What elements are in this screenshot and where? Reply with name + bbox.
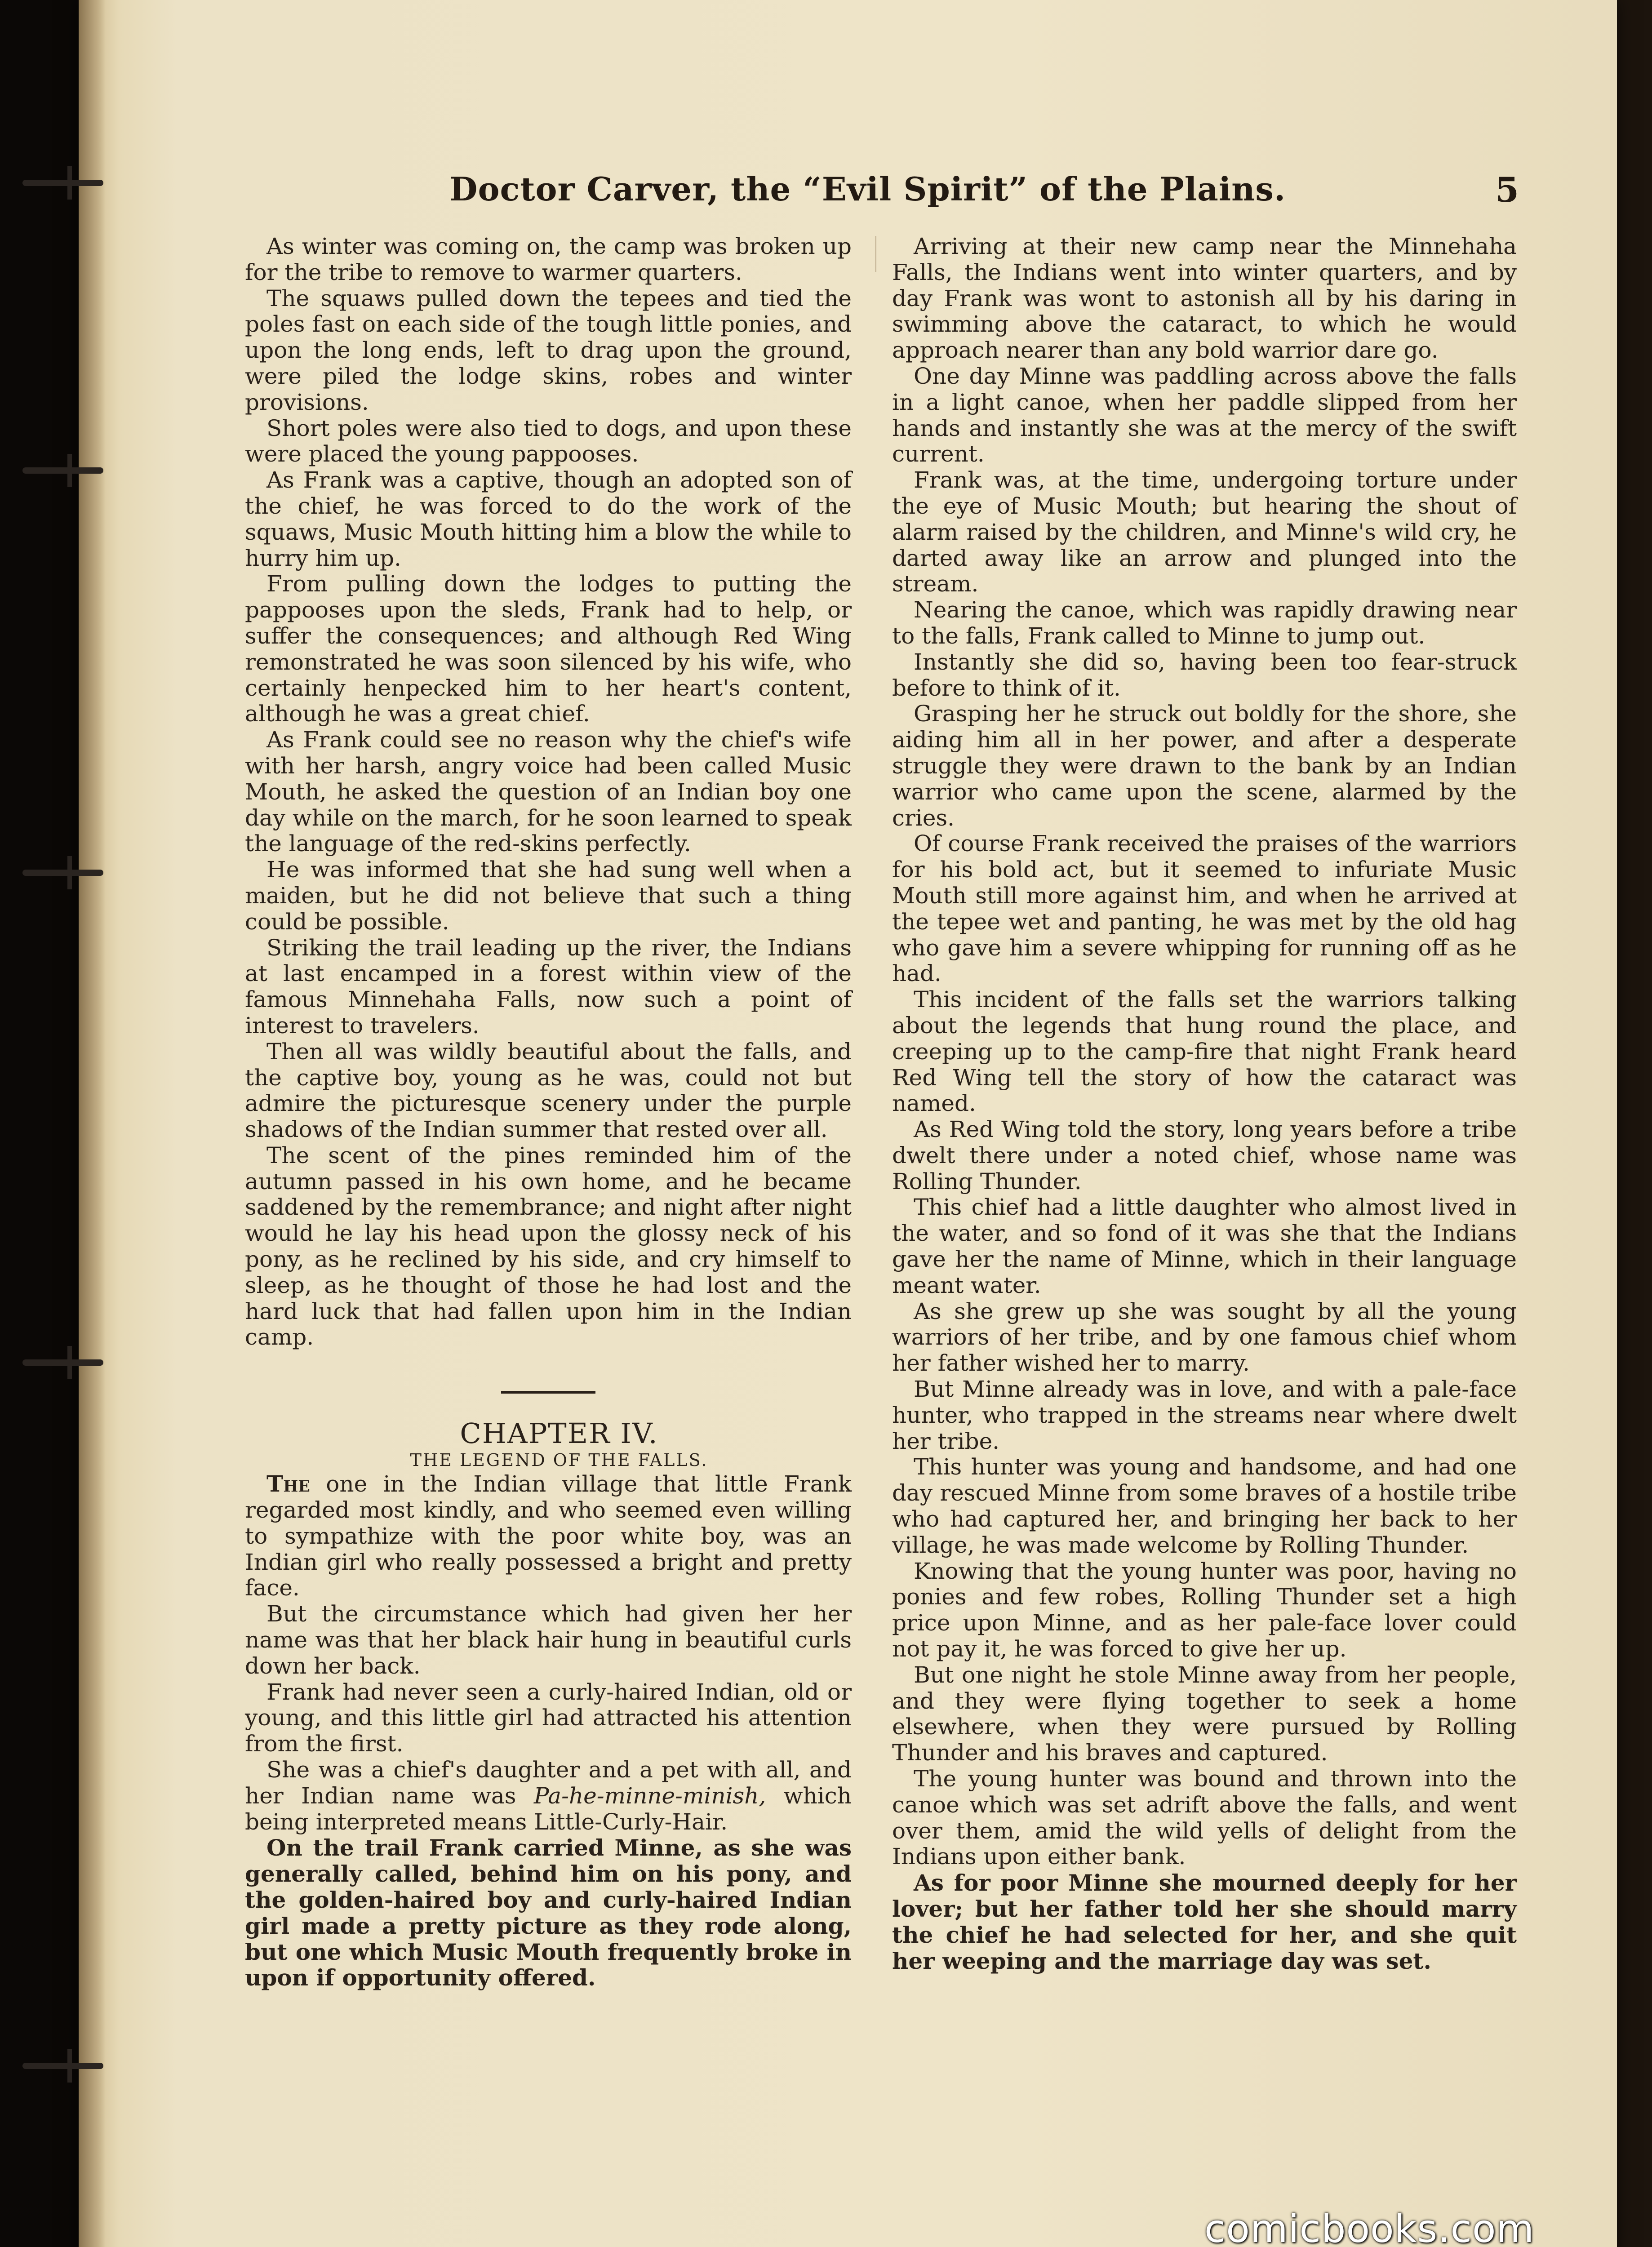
paragraph: Frank was, at the time, undergoing torture under the eye of Music Mouth; but hearing the shout of alarm raised by the children, and Minne's wild cry, he darted away like an arrow and plunged into the stream. bbox=[892, 467, 1517, 597]
binding-stitch bbox=[22, 467, 103, 474]
paragraph: This hunter was young and handsome, and had one day rescued Minne from some braves of a hostile tribe who had captured her, and bringing her back to her village, he was made welcome by Rolling Thunder. bbox=[892, 1454, 1517, 1558]
running-title: Doctor Carver, the “Evil Spirit” of the Plains. bbox=[449, 170, 1286, 208]
right-column bbox=[892, 234, 1517, 1974]
left-column bbox=[245, 234, 852, 1991]
paragraph: On the trail Frank carried Minne, as she was generally called, behind him on his pony, and the golden-haired boy and curly-haired Indian girl made a pretty picture as they rode along, but one which Music Mouth frequently broke in upon if opportunity offered. bbox=[245, 1834, 852, 1991]
scan-background bbox=[0, 0, 79, 2247]
paragraph: But one night he stole Minne away from her people, and they were flying together to seek a home elsewhere, when they were pursued by Rolling Thunder and his braves and captured. bbox=[892, 1661, 1517, 1766]
paragraph: As Frank was a captive, though an adopted son of the chief, he was forced to do the work of the squaws, Music Mouth hitting him a blow the while to hurry him up. bbox=[245, 467, 852, 571]
page-binding bbox=[79, 0, 106, 2247]
paragraph: The scent of the pines reminded him of the autumn passed in his own home, and he became saddened by the remembrance; and night after night would he lay his head upon the glossy neck of his pony, as he reclined by his side, and cry himself to sleep, as he thought of those he had lost and the hard luck that had fallen upon him in the Indian camp. bbox=[245, 1142, 852, 1350]
column-rule bbox=[875, 236, 876, 272]
chapter-subheading: THE LEGEND OF THE FALLS. bbox=[410, 1450, 708, 1470]
paragraph: Nearing the canoe, which was rapidly drawing near to the falls, Frank called to Minne to jump out. bbox=[892, 597, 1517, 649]
paragraph: As winter was coming on, the camp was broken up for the tribe to remove to warmer quarters. bbox=[245, 233, 852, 285]
paragraph: Knowing that the young hunter was poor, having no ponies and few robes, Rolling Thunder set a high price upon Minne, and as her pale-face lover could not pay it, he was forced to give her up. bbox=[892, 1558, 1517, 1662]
binding-stitch bbox=[22, 870, 103, 876]
paragraph: Arriving at their new camp near the Minnehaha Falls, the Indians went into winter quarters, and by day Frank was wont to astonish all by his daring in swimming above the cataract, to which he would approach nearer than any bold warrior dare go. bbox=[892, 233, 1517, 364]
binding-stitch bbox=[22, 180, 103, 186]
paragraph: As Red Wing told the story, long years before a tribe dwelt there under a noted chief, whose name was Rolling Thunder. bbox=[892, 1116, 1517, 1195]
paragraph: Short poles were also tied to dogs, and upon these were placed the young pappooses. bbox=[245, 415, 852, 467]
paragraph: Of course Frank received the praises of the warriors for his bold act, but it seemed to infuriate Music Mouth still more against him, and when he arrived at the tepee wet and panting, he was met by the old hag who gave him a severe whipping for running off as he had. bbox=[892, 830, 1517, 987]
paragraph: Striking the trail leading up the river, the Indians at last encamped in a forest within view of the famous Minnehaha Falls, now such a point of interest to travelers. bbox=[245, 934, 852, 1039]
site-watermark: comicbooks.com bbox=[1204, 2207, 1535, 2247]
paragraph: The squaws pulled down the tepees and tied the poles fast on each side of the tough little ponies, and upon the long ends, left to drag upon the ground, were piled the lodge skins, robes and winter provisions. bbox=[245, 285, 852, 415]
paragraph: But Minne already was in love, and with a pale-face hunter, who trapped in the streams near where dwelt her tribe. bbox=[892, 1376, 1517, 1454]
paragraph-text: She was a chief's daughter and a pet with all, and her Indian name was bbox=[245, 1757, 852, 1809]
paragraph: Then all was wildly beautiful about the falls, and the captive boy, young as he was, could not but admire the picturesque scenery under the purple shadows of the Indian summer that rested over all. bbox=[245, 1038, 852, 1143]
paragraph: As for poor Minne she mourned deeply for her lover; but her father told her she should marry the chief he had selected for her, and she quit her weeping and the marriage day was set. bbox=[892, 1870, 1517, 1974]
paragraph: But the circumstance which had given her her name was that her black hair hung in beautiful curls down her back. bbox=[245, 1601, 852, 1679]
paragraph: He was informed that she had sung well when a maiden, but he did not believe that such a thing could be possible. bbox=[245, 857, 852, 935]
paragraph: As Frank could see no reason why the chief's wife with her harsh, angry voice had been called Music Mouth, he asked the question of an Indian boy one day while on the march, for he soon learned to speak the language of the red-skins perfectly. bbox=[245, 727, 852, 857]
paragraph: From pulling down the lodges to putting the pappooses upon the sleds, Frank had to help, or suffer the consequences; and although Red Wing remonstrated he was soon silenced by his wife, who certainly henpecked him to her heart's content, although he was a great chief. bbox=[245, 571, 852, 727]
paragraph: This incident of the falls set the warriors talking about the legends that hung round the place, and creeping up to the camp-fire that night Frank heard Red Wing tell the story of how the cataract was named. bbox=[892, 986, 1517, 1117]
paragraph: Frank had never seen a curly-haired Indian, old or young, and this little girl had attracted his attention from the first. bbox=[245, 1679, 852, 1757]
binding-stitch bbox=[22, 2063, 103, 2069]
chapter-first-word: The bbox=[266, 1470, 310, 1497]
paragraph bbox=[245, 1757, 852, 1835]
paragraph: One day Minne was paddling across above the falls in a light canoe, when her paddle slipped from her hands and instantly she was at the mercy of the swift current. bbox=[892, 363, 1517, 467]
indian-name: Pa-he-minne-minish, bbox=[533, 1782, 766, 1809]
paragraph: This chief had a little daughter who almost lived in the water, and so fond of it was she that the Indians gave her the name of Minne, which in their language meant water. bbox=[892, 1194, 1517, 1298]
paragraph bbox=[245, 1471, 852, 1601]
page-number: 5 bbox=[1495, 170, 1519, 210]
paragraph: The young hunter was bound and thrown into the canoe which was set adrift above the falls, and went over them, amid the wild yells of delight from the Indians upon either bank. bbox=[892, 1766, 1517, 1870]
running-header bbox=[449, 170, 1519, 219]
paragraph-text: which being interpreted means Little-Curly-Hair. bbox=[245, 1782, 852, 1835]
paragraph: Grasping her he struck out boldly for the shore, she aiding him all in her power, and after a desperate struggle they were drawn to the bank by an Indian warrior who came upon the scene, alarmed by the cries. bbox=[892, 701, 1517, 831]
binding-stitch bbox=[22, 1359, 103, 1366]
chapter-divider bbox=[501, 1391, 595, 1394]
paragraph-text: one in the Indian village that little Frank regarded most kindly, and who seemed even willing to sympathize with the poor white boy, was an Indian girl who really possessed a bright and pretty face. bbox=[245, 1471, 852, 1601]
chapter-heading: CHAPTER IV. bbox=[460, 1417, 658, 1450]
paragraph: As she grew up she was sought by all the young warriors of her tribe, and by one famous chief whom her father wished her to marry. bbox=[892, 1298, 1517, 1377]
paragraph: Instantly she did so, having been too fear-struck before to think of it. bbox=[892, 648, 1517, 701]
